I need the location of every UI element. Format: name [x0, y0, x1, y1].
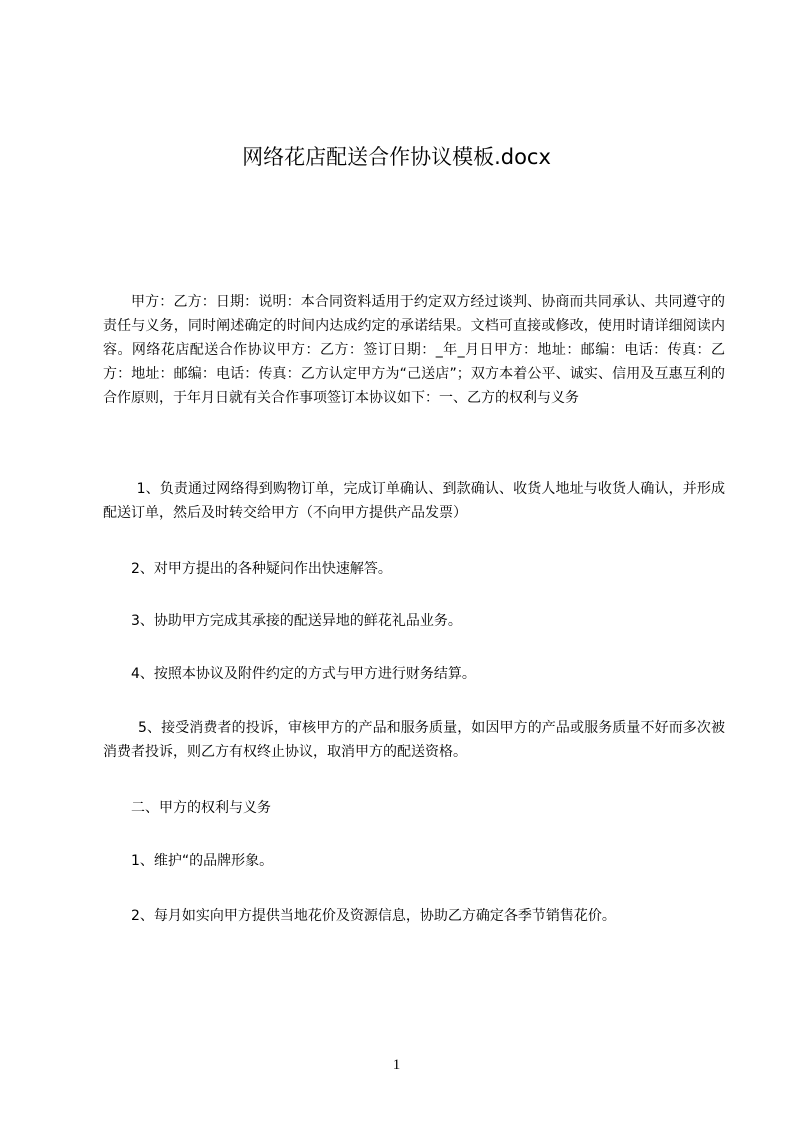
- clause-paragraph: 2、对甲方提出的各种疑问作出快速解答。: [131, 561, 392, 577]
- clause-paragraph: 1、维护“的品牌形象。: [131, 853, 274, 869]
- section-heading: 二、甲方的权利与义务: [131, 800, 271, 816]
- document-title: 网络花店配送合作协议模板.docx: [242, 145, 551, 169]
- intro-paragraph: 甲方：乙方：日期：说明：本合同资料适用于约定双方经过谈判、协商而共同承认、共同遵守的责任与义务，同时阐述确定的时间内达成约定的承诺结果。文档可直接或修改，使用时请详细阅读内容。网络花店配送合作协议甲方：乙方：签订日期：_年_月日甲方：地址：邮编：电话：传真：乙方：地址：邮编：电话：传真：乙方认定甲方为“己送店”；双方本着公平、诚实、信用及互惠互利的合作原则，于年月日就有关合作事项签订本协议如下：一、乙方的权利与义务: [103, 294, 725, 406]
- clause-paragraph: 5、接受消费者的投诉，审核甲方的产品和服务质量，如因甲方的产品或服务质量不好而多次被消费者投诉，则乙方有权终止协议，取消甲方的配送资格。: [103, 720, 725, 760]
- clause-paragraph: 2、每月如实向甲方提供当地花价及资源信息，协助乙方确定各季节销售花价。: [131, 908, 616, 924]
- clause-paragraph: 3、协助甲方完成其承接的配送异地的鲜花礼品业务。: [131, 613, 462, 629]
- clause-paragraph: 4、按照本协议及附件约定的方式与甲方进行财务结算。: [131, 666, 476, 682]
- clause-paragraph: 1、负责通过网络得到购物订单，完成订单确认、到款确认、收货人地址与收货人确认，并形成配送订单，然后及时转交给甲方（不向甲方提供产品发票）: [103, 481, 725, 521]
- page-number: 1: [392, 1057, 401, 1073]
